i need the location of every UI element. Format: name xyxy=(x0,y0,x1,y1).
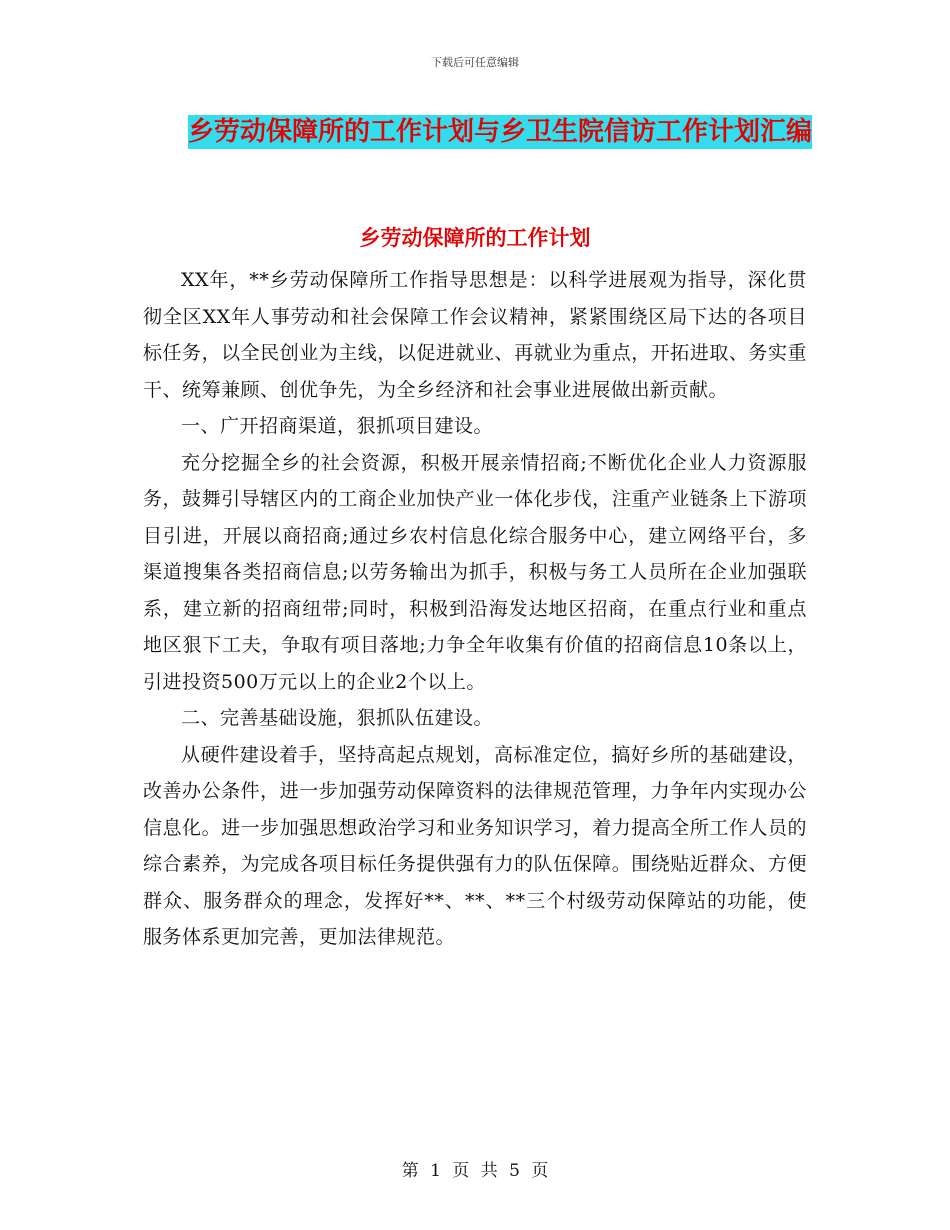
document-body xyxy=(143,262,807,956)
heading-item-1: 一、广开招商渠道，狠抓项目建设。 xyxy=(181,415,494,437)
heading-item-2: 二、完善基础设施，狠抓队伍建设。 xyxy=(181,707,494,729)
section-title: 乡劳动保障所的工作计划 xyxy=(359,226,591,250)
document-title xyxy=(150,110,850,154)
page-indicator: 第 1 页 共 5 页 xyxy=(401,1161,549,1181)
document-title-text: 乡劳动保障所的工作计划与乡卫生院信访工作计划汇编 xyxy=(187,117,812,147)
paragraph-item-1: 充分挖掘全乡的社会资源，积极开展亲情招商;不断优化企业人力资源服务，鼓舞引导辖区内的工商企业加快产业一体化步伐，注重产业链条上下游项目引进，开展以商招商;通过乡农村信息化综合服务中心，建立网络平台，多渠道搜集各类招商信息;以劳务输出为抓手，积极与务工人员所在企业加强联系，建立新的招商纽带;同时，积极到沿海发达地区招商，在重点行业和重点地区狠下工夫，争取有项目落地;力争全年收集有价值的招商信息10条以上，引进投资500万元以上的企业2个以上。 xyxy=(143,451,807,693)
paragraph-intro: XX年，**乡劳动保障所工作指导思想是：以科学进展观为指导，深化贯彻全区XX年人事劳动和社会保障工作会议精神，紧紧围绕区局下达的各项目标任务，以全民创业为主线，以促进就业、再就业为重点，开拓进取、务实重干、统筹兼顾、创优争先，为全乡经济和社会事业进展做出新贡献。 xyxy=(143,269,807,401)
header-note: 下载后可任意编辑 xyxy=(431,56,519,69)
paragraph-item-2: 从硬件建设着手，坚持高起点规划，高标准定位，搞好乡所的基础建设，改善办公条件，进一步加强劳动保障资料的法律规范管理，力争年内实现办公信息化。进一步加强思想政治学习和业务知识学习，着力提高全所工作人员的综合素养，为完成各项目标任务提供强有力的队伍保障。围绕贴近群众、方便群众、服务群众的理念，发挥好**、**、**三个村级劳动保障站的功能，使服务体系更加完善，更加法律规范。 xyxy=(143,743,807,948)
